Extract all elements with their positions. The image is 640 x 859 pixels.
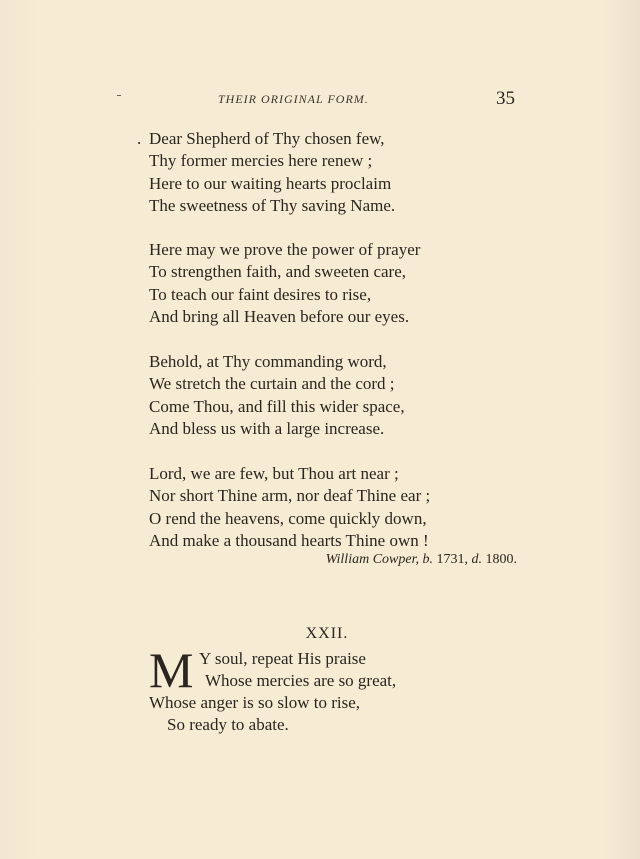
poem-line: Come Thou, and fill this wider space, [149, 396, 405, 416]
born-year: 1731, [436, 552, 468, 567]
drop-cap: M [149, 642, 194, 698]
poem-line: O rend the heavens, come quickly down, [149, 508, 427, 528]
died-label: d. [471, 552, 482, 567]
poem-line: Behold, at Thy commanding word, [149, 352, 387, 371]
author-name: William Cowper, [325, 552, 419, 567]
print-mark [117, 95, 121, 96]
stanza-4 [149, 463, 529, 552]
died-year: 1800. [485, 552, 517, 567]
poem-line: Thy former mercies here renew ; [149, 151, 373, 171]
author-attribution [326, 552, 517, 568]
poem-line: Here may we prove the power of prayer [149, 240, 421, 259]
poem-line: We stretch the curtain and the cord ; [149, 374, 395, 394]
hymn-line: So ready to abate. [167, 715, 289, 734]
poem-line: Here to our waiting hearts proclaim [149, 173, 392, 193]
page-number: 35 [496, 88, 515, 109]
hymn-line: Whose anger is so slow to rise, [149, 693, 361, 712]
poem-line: To teach our faint desires to rise, [149, 284, 372, 304]
hymn-number: XXII. [305, 625, 349, 642]
stanza-1 [137, 128, 529, 217]
poem-line: Dear Shepherd of Thy chosen few, [149, 129, 385, 148]
poem-line: To strengthen faith, and sweeten care, [149, 262, 407, 282]
stanza-3 [149, 351, 529, 440]
poem-line: Lord, we are few, but Thou art near ; [149, 464, 399, 483]
hymn-line: Y soul, repeat His praise [199, 649, 366, 668]
poem-line: And bless us with a large increase. [149, 418, 385, 438]
stanza-2 [149, 239, 529, 328]
born-label: b. [422, 552, 433, 567]
poem-line: Nor short Thine arm, nor deaf Thine ear ; [149, 486, 431, 506]
hymn-line: Whose mercies are so great, [205, 671, 397, 690]
poem-line: And bring all Heaven before our eyes. [149, 306, 410, 326]
running-head: THEIR ORIGINAL FORM. [218, 92, 369, 106]
poem-line: The sweetness of Thy saving Name. [149, 195, 396, 215]
poem-line: And make a thousand hearts Thine own ! [149, 530, 429, 550]
lead-mark: . [137, 129, 142, 148]
